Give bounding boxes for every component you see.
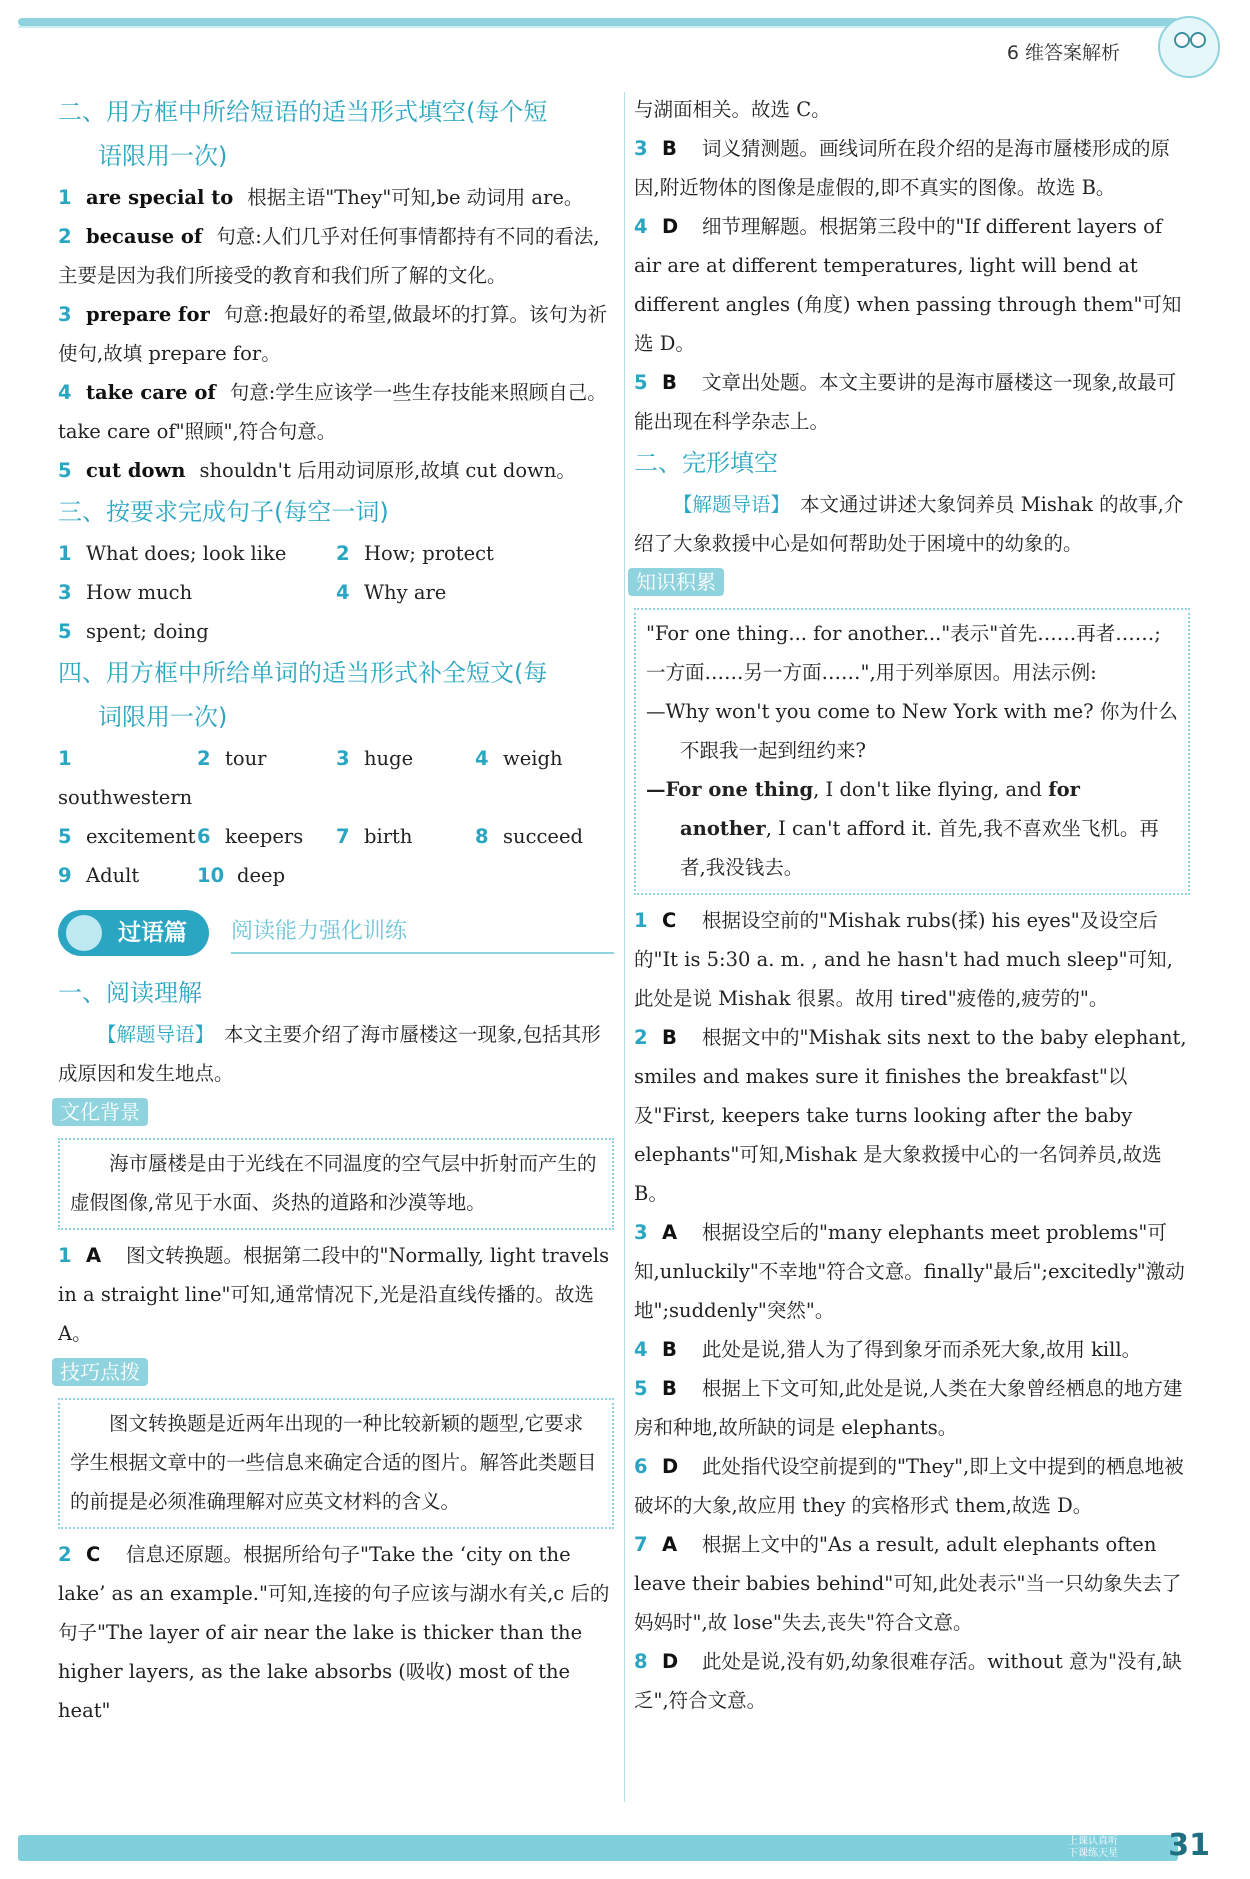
answer-item: 2 B 根据文中的"Mishak sits next to the baby elephant, smiles and makes sure it finishes the breakfast"以及"First, keepers take turns looking after the baby elephants"可知,Mishak 是大象救援中心的一名饲养员,故选 B。 [634, 1026, 1187, 1205]
top-bar [18, 18, 1178, 26]
answer-grid: 1southwestern 2 tour 3 huge 4 weigh [58, 747, 563, 809]
answer-grid: 3 How much 4 Why are [58, 581, 447, 604]
answer-item: 7 A 根据上文中的"As a result, adult elephants often leave their babies behind"可知,此处表示"当一只幼象失去了妈妈时",故 lose"失去,丧失"符合文意。 [634, 1533, 1182, 1634]
banner-title: 过语篇 [58, 910, 209, 956]
answer-grid: 5 spent; doing [58, 620, 209, 643]
answer-grid: 9 Adult 10 deep [58, 864, 286, 887]
answer-item: 5 B 根据上下文可知,此处是说,人类在大象曾经栖息的地方建房和种地,故所缺的词是 elephants。 [634, 1377, 1183, 1439]
section-banner [58, 905, 614, 961]
banner-subtitle: 阅读能力强化训练 [231, 912, 614, 954]
answer-item: 3 A 根据设空后的"many elephants meet problems"可知,unluckily"不幸地"符合文意。finally"最后";excitedly"激动地";suddenly"突然"。 [634, 1221, 1185, 1322]
tip-box: 图文转换题是近两年出现的一种比较新颖的题型,它要求学生根据文章中的一些信息来确定合适的图片。解答此类题目的前提是必须准确理解对应英文材料的含义。 [58, 1398, 614, 1529]
answer-item: 1 A 图文转换题。根据第二段中的"Normally, light travels in a straight line"可知,通常情况下,光是沿直线传播的。故选 A。 [58, 1244, 610, 1345]
answer-item: 4 take care of 句意:学生应该学一些生存技能来照顾自己。take care of"照顾",符合句意。 [58, 381, 607, 443]
knowledge-tag: 知识积累 [628, 568, 724, 596]
answer-item: 1 are special to 根据主语"They"可知,be 动词用 are。 [58, 186, 584, 209]
guide-text: 【解题导语】 本文通过讲述大象饲养员 Mishak 的故事,介绍了大象救援中心是如何帮助处于困境中的幼象的。 [634, 493, 1184, 555]
answer-item: 5 cut down shouldn't 后用动词原形,故填 cut down。 [58, 459, 576, 482]
section-heading: 四、用方框中所给单词的适当形式补全短文(每 词限用一次) [58, 659, 548, 731]
answer-item: 6 D 此处指代设空前提到的"They",即上文中提到的栖息地被破坏的大象,故应用 they 的宾格形式 them,故选 D。 [634, 1455, 1184, 1517]
answer-item: 8 D 此处是说,没有奶,幼象很难存活。without 意为"没有,缺乏",符合文意。 [634, 1650, 1182, 1712]
header-title: 6 维答案解析 [1006, 42, 1120, 64]
answer-grid: 1 What does; look like 2 How; protect [58, 542, 494, 565]
answer-item: 2 because of 句意:人们几乎对任何事情都持有不同的看法,主要是因为我们所接受的教育和我们所了解的文化。 [58, 225, 600, 287]
culture-tag: 文化背景 [52, 1098, 148, 1126]
tip-tag: 技巧点拨 [52, 1358, 148, 1386]
footer-slogan: 上课认真听 下课练天星 [1068, 1836, 1118, 1859]
page-number: 31 [1168, 1828, 1210, 1863]
column-divider [624, 92, 625, 1802]
left-column [58, 90, 614, 1730]
answer-item: 3 B 词义猜测题。画线词所在段介绍的是海市蜃楼形成的原因,附近物体的图像是虚假的,即不真实的图像。故选 B。 [634, 137, 1171, 199]
section-heading: 一、阅读理解 [58, 979, 202, 1007]
continued-text: 与湖面相关。故选 C。 [634, 98, 831, 121]
answer-item: 5 B 文章出处题。本文主要讲的是海市蜃楼这一现象,故最可能出现在科学杂志上。 [634, 371, 1177, 433]
culture-box: 海市蜃楼是由于光线在不同温度的空气层中折射而产生的虚假图像,常见于水面、炎热的道路和沙漠等地。 [58, 1138, 614, 1230]
mascot-icon [1158, 16, 1220, 78]
right-column [634, 90, 1190, 1720]
footer-bar [18, 1835, 1178, 1861]
knowledge-box: "For one thing... for another..."表示"首先……再者……;一方面……另一方面……",用于列举原因。用法示例: —Why won't you come to New York with me? 你为什么不跟我一起到纽约来? —For one thing, I don't like flying, and for another, I can't afford it. 首先,我不喜欢坐飞机。再者,我没钱去。 [634, 608, 1190, 895]
section-heading: 三、按要求完成句子(每空一词) [58, 498, 389, 526]
section-heading: 二、完形填空 [634, 449, 778, 477]
answer-item: 1 C 根据设空前的"Mishak rubs(揉) his eyes"及设空后的"It is 5:30 a. m. , and he hasn't had much sleep"可知,此处是说 Mishak 很累。故用 tired"疲倦的,疲劳的"。 [634, 909, 1173, 1010]
answer-item: 4 D 细节理解题。根据第三段中的"If different layers of air are at different temperatures, light will bend at different angles (角度) when passing through them"可知选 D。 [634, 215, 1182, 355]
answer-item: 4 B 此处是说,猎人为了得到象牙而杀死大象,故用 kill。 [634, 1338, 1142, 1361]
answer-grid: 5 excitement 6 keepers 7 birth 8 succeed [58, 825, 583, 848]
section-heading: 二、用方框中所给短语的适当形式填空(每个短 语限用一次) [58, 98, 548, 170]
answer-item: 2 C 信息还原题。根据所给句子"Take the ‘city on the lake’ as an example."可知,连接的句子应该与湖水有关,c 后的句子"The layer of air near the lake is thicker than the higher layers, as the lake absorbs (吸收) most of the heat" [58, 1543, 610, 1722]
answer-item: 3 prepare for 句意:抱最好的希望,做最坏的打算。该句为祈使句,故填 prepare for。 [58, 303, 608, 365]
guide-text: 【解题导语】 本文主要介绍了海市蜃楼这一现象,包括其形成原因和发生地点。 [58, 1023, 601, 1085]
